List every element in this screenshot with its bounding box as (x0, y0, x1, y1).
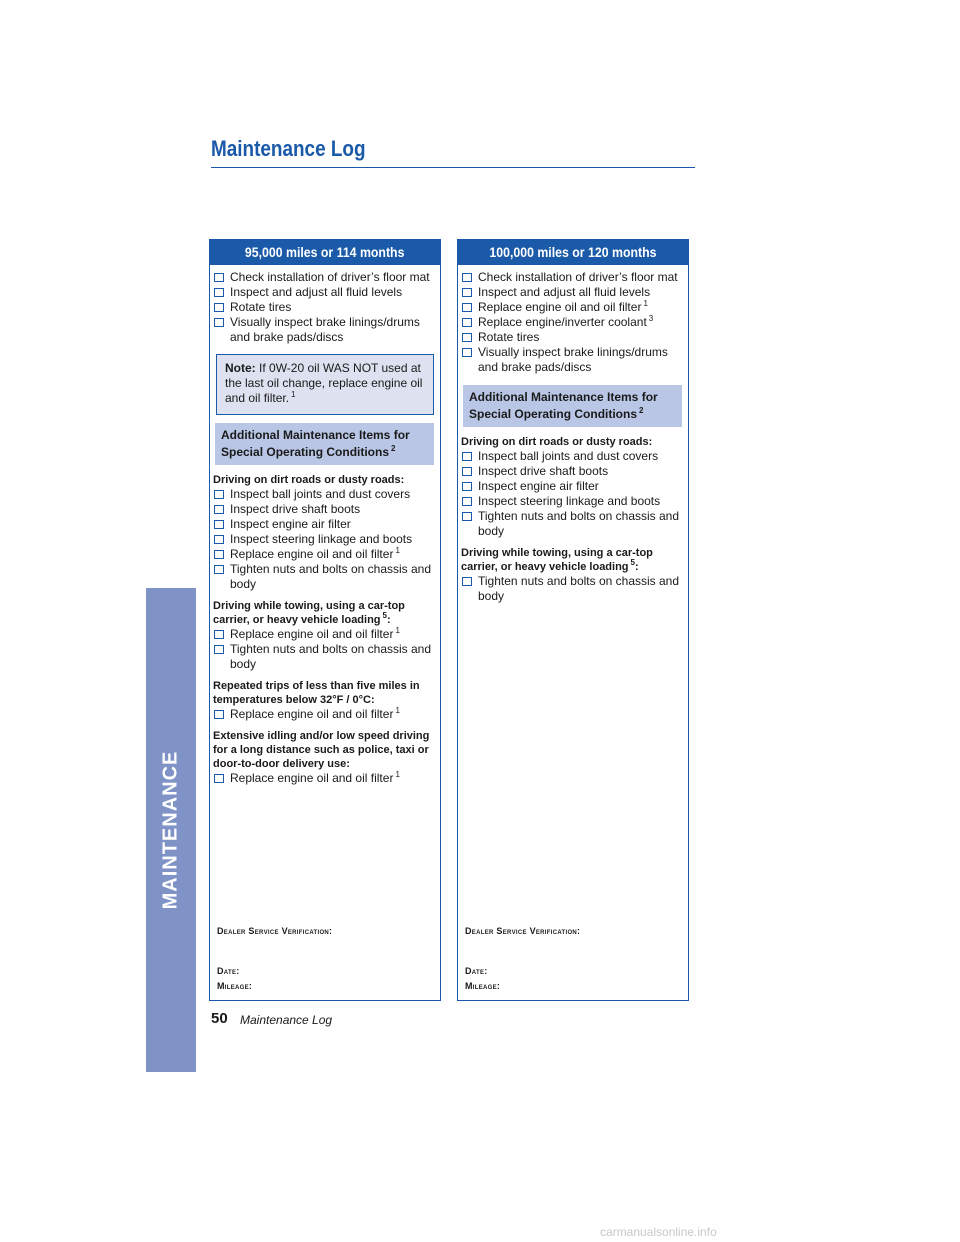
checklist-item (213, 771, 437, 786)
checklist-item-text: Check installation of driver’s floor mat (478, 270, 678, 284)
checklist-item (461, 315, 685, 330)
mileage-label: Mileage: (217, 981, 253, 991)
checkbox-icon[interactable] (214, 535, 224, 544)
checkbox-icon[interactable] (214, 710, 224, 719)
checklist-item (461, 449, 685, 464)
dealer-verification-label: Dealer Service Verification: (217, 926, 333, 936)
checkbox-icon[interactable] (214, 550, 224, 559)
heading-footnote: 5 (630, 558, 635, 568)
maintenance-column-95000 (209, 239, 441, 1001)
oil-note (216, 354, 434, 415)
checkbox-icon[interactable] (214, 273, 224, 282)
checklist-item-text: Inspect steering linkage and boots (478, 494, 661, 508)
checklist-item (213, 270, 437, 285)
column-heading: 95,000 miles or 114 months (210, 240, 440, 265)
checkbox-icon[interactable] (462, 273, 472, 282)
checklist-item (461, 494, 685, 509)
checklist-item (213, 487, 437, 502)
condition-heading: Driving on dirt roads or dusty roads: (213, 474, 405, 486)
checklist (213, 270, 437, 345)
checklist-item (213, 547, 437, 562)
note-label: Note: (225, 361, 256, 375)
additional-items-banner: Additional Maintenance Items for Special Operating Conditions $^2$ (463, 385, 682, 427)
checkbox-icon[interactable] (214, 318, 224, 327)
checkbox-icon[interactable] (462, 467, 472, 476)
checklist (461, 270, 685, 375)
conditions-sections (461, 435, 685, 604)
item-footnote: 1 (395, 706, 400, 715)
checkbox-icon[interactable] (214, 490, 224, 499)
condition-heading: Repeated trips of less than five miles in temperatures below 32°F / 0°C: (213, 680, 420, 706)
checklist-item-text: Replace engine oil and oil filter (230, 771, 394, 785)
column-body (210, 265, 440, 786)
page-number: 50 (211, 1010, 228, 1027)
checklist-item-text: Tighten nuts and bolts on chassis and body (230, 642, 432, 671)
checklist-item (461, 574, 685, 604)
date-label: Date: (217, 966, 240, 976)
additional-items-banner: Additional Maintenance Items for Special Operating Conditions $^2$ (215, 423, 434, 465)
checkbox-icon[interactable] (462, 497, 472, 506)
checklist-item-text: Check installation of driver’s floor mat (230, 270, 430, 284)
checkbox-icon[interactable] (462, 512, 472, 521)
checklist-item (461, 270, 685, 285)
checkbox-icon[interactable] (462, 318, 472, 327)
checklist-item-text: Inspect ball joints and dust covers (478, 449, 659, 463)
item-footnote: 1 (643, 299, 648, 308)
checkbox-icon[interactable] (462, 348, 472, 357)
column-body (458, 265, 688, 604)
checklist-item (213, 642, 437, 672)
checklist-item-text: Inspect and adjust all fluid levels (478, 285, 651, 299)
footer-section-label: Maintenance Log (240, 1013, 333, 1027)
checklist-item (461, 285, 685, 300)
dealer-verification-label: Dealer Service Verification: (465, 926, 581, 936)
checklist-item-text: Inspect drive shaft boots (230, 502, 361, 516)
item-footnote: 3 (648, 314, 654, 323)
checklist-item-text: Replace engine oil and oil filter (230, 707, 394, 721)
addl-footnote: 2 (391, 444, 396, 453)
checkbox-icon[interactable] (214, 565, 224, 574)
checklist-item (213, 300, 437, 315)
checklist-item-text: Visually inspect brake linings/drums and brake pads/discs (478, 345, 668, 374)
date-label: Date: (465, 966, 488, 976)
checklist-item-text: Replace engine oil and oil filter (230, 627, 394, 641)
checkbox-icon[interactable] (462, 333, 472, 342)
heading-footnote: 5 (382, 611, 387, 621)
checklist-item-text: Replace engine oil and oil filter (478, 300, 642, 314)
checklist-item-text: Inspect and adjust all fluid levels (230, 285, 403, 299)
sidebar-label: MAINTENANCE (159, 750, 182, 910)
checklist-item-text: Rotate tires (230, 300, 292, 314)
checklist-item (213, 627, 437, 642)
checklist-item (213, 707, 437, 722)
watermark: carmanualsonline.info (600, 1225, 717, 1239)
conditions-sections (213, 473, 437, 786)
addl-footnote: 2 (639, 406, 644, 415)
checklist-item-text: Replace engine/inverter coolant (478, 315, 647, 329)
checklist-item (461, 300, 685, 315)
checklist-item-text: Inspect ball joints and dust covers (230, 487, 411, 501)
item-footnote: 1 (395, 546, 400, 555)
note-footnote: 1 (291, 390, 296, 399)
condition-heading: Extensive idling and/or low speed driving for a long distance such as police, taxi or door-to-door delivery use: (213, 730, 430, 770)
checklist-item-text: Tighten nuts and bolts on chassis and body (478, 574, 680, 603)
checklist-item (213, 532, 437, 547)
checklist-item (213, 285, 437, 300)
checkbox-icon[interactable] (214, 288, 224, 297)
checklist-item-text: Tighten nuts and bolts on chassis and body (478, 509, 680, 538)
checkbox-icon[interactable] (462, 452, 472, 461)
checkbox-icon[interactable] (214, 303, 224, 312)
checklist-item (461, 479, 685, 494)
checklist-item-text: Inspect engine air filter (230, 517, 351, 531)
condition-heading: Driving while towing, using a car-top carrier, or heavy vehicle loading $^5$: (213, 600, 405, 626)
checklist-item-text: Rotate tires (478, 330, 540, 344)
checkbox-icon[interactable] (462, 303, 472, 312)
column-heading: 100,000 miles or 120 months (458, 240, 688, 265)
checklist-item (461, 330, 685, 345)
checklist-item-text: Tighten nuts and bolts on chassis and body (230, 562, 432, 591)
checkbox-icon[interactable] (462, 482, 472, 491)
checklist-item (461, 345, 685, 375)
maintenance-column-100000 (457, 239, 689, 1001)
condition-heading: Driving while towing, using a car-top carrier, or heavy vehicle loading $^5$: (461, 547, 653, 573)
checkbox-icon[interactable] (214, 645, 224, 654)
checkbox-icon[interactable] (214, 520, 224, 529)
title-divider (211, 167, 695, 168)
checklist-item (213, 562, 437, 592)
checkbox-icon[interactable] (462, 577, 472, 586)
item-footnote: 1 (395, 626, 400, 635)
checklist-item-text: Inspect steering linkage and boots (230, 532, 413, 546)
checkbox-icon[interactable] (214, 774, 224, 783)
checkbox-icon[interactable] (214, 630, 224, 639)
checklist-item-text: Inspect drive shaft boots (478, 464, 609, 478)
checklist-item-text: Visually inspect brake linings/drums and brake pads/discs (230, 315, 420, 344)
item-footnote: 1 (395, 770, 400, 779)
checklist-item-text: Replace engine oil and oil filter (230, 547, 394, 561)
checklist-item-text: Inspect engine air filter (478, 479, 599, 493)
checkbox-icon[interactable] (214, 505, 224, 514)
page-title: Maintenance Log (211, 136, 366, 161)
checklist-item (461, 509, 685, 539)
checklist-item (461, 464, 685, 479)
condition-heading: Driving on dirt roads or dusty roads: (461, 436, 653, 448)
checklist-item (213, 502, 437, 517)
checklist-item (213, 517, 437, 532)
mileage-label: Mileage: (465, 981, 501, 991)
checklist-item (213, 315, 437, 345)
checkbox-icon[interactable] (462, 288, 472, 297)
note-text: If 0W-20 oil WAS NOT used at the last oil change, replace engine oil and oil filter. (225, 361, 423, 405)
